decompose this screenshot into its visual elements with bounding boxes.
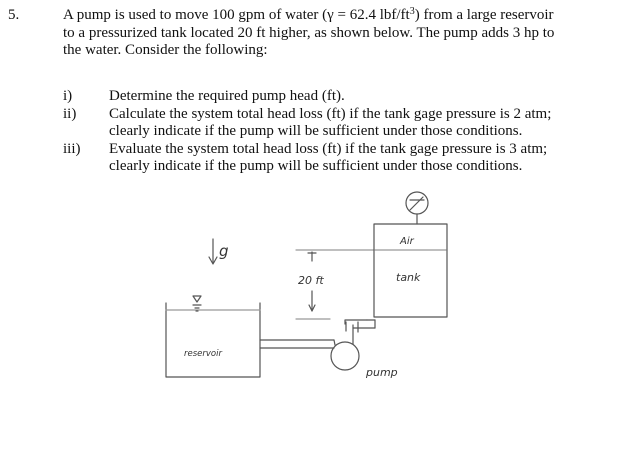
question-line: clearly indicate if the pump will be sufficient under those conditions. [109, 123, 523, 139]
gravity-label: g [219, 242, 229, 260]
intro-line-1-text: A pump is used to move 100 gpm of water (γ = 62.4 lbf/ft [63, 7, 410, 23]
question-line: clearly indicate if the pump will be sufficient under those conditions. [109, 158, 523, 174]
suction-pipe [260, 340, 334, 348]
question-number: iii) [63, 140, 81, 157]
question-line: Determine the required pump head (ft). [109, 88, 345, 104]
pump-label: pump [366, 366, 398, 379]
intro-line-1-tail: ) from a large reservoir [414, 7, 554, 23]
question-number: i) [63, 88, 73, 104]
air-label: Air [400, 236, 414, 247]
tank-label: tank [396, 271, 421, 284]
gravity-arrow [209, 239, 217, 264]
reservoir [166, 296, 260, 377]
cubic-superscript: 3 [409, 6, 415, 17]
pressurized-tank [374, 214, 447, 317]
intro-line-2: to a pressurized tank located 20 ft higher, as shown below. The pump adds 3 hp to [63, 24, 555, 41]
pressure-gauge-icon [406, 192, 428, 214]
discharge-pipe [345, 320, 375, 332]
question-line: Evaluate the system total head loss (ft) if the tank gage pressure is 3 atm; [109, 140, 548, 157]
pump [331, 325, 359, 370]
question-line: Calculate the system total head loss (ft) if the tank gage pressure is 2 atm; [109, 105, 552, 122]
problem-number: 5. [8, 7, 20, 23]
height-label: 20 ft [298, 274, 324, 287]
question-number: ii) [63, 105, 77, 122]
intro-line-3: the water. Consider the following: [63, 42, 268, 58]
reservoir-label: reservoir [184, 349, 222, 359]
